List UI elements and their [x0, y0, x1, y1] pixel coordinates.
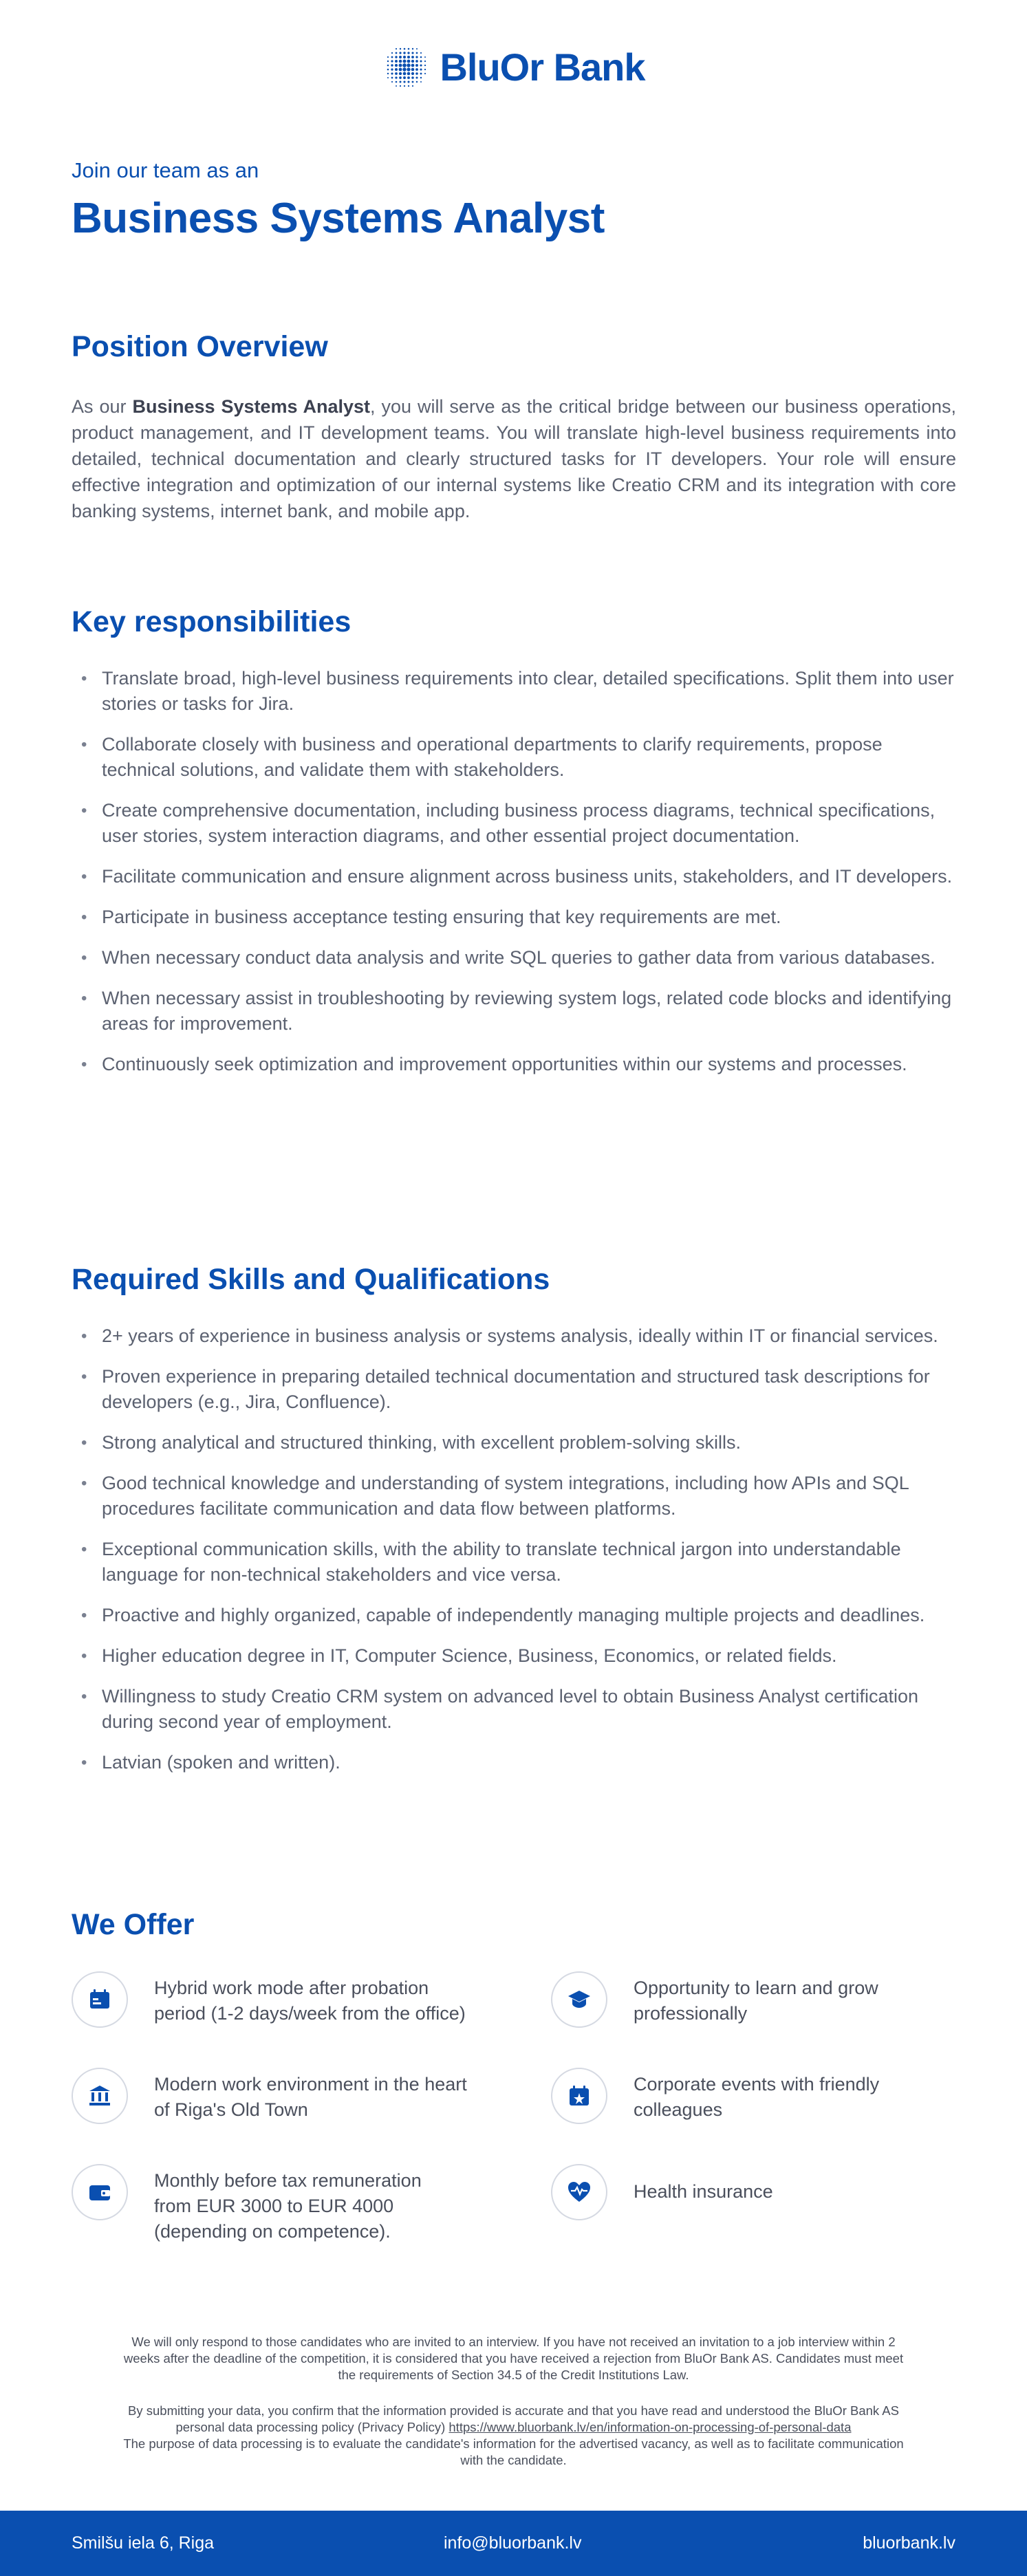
offer-item	[551, 2164, 773, 2220]
list-item: • Proactive and highly organized, capable of independently managing multiple projects and deadlines.	[72, 1603, 959, 1628]
offer-text: Corporate events with friendly colleagues	[634, 2074, 880, 2120]
brand-name: BluOr Bank	[440, 45, 645, 89]
offer-text: Monthly before tax remuneration from EUR 3000 to EUR 4000 (depending on competence).	[154, 2170, 422, 2242]
overview-role: Business Systems Analyst	[132, 396, 371, 417]
offer-text: Hybrid work mode after probation period (1-2 days/week from the office)	[154, 1978, 466, 2024]
offer-heading: We Offer	[72, 1908, 195, 1941]
offer-text: Health insurance	[634, 2181, 773, 2202]
offer-item	[72, 2068, 467, 2124]
list-item: • Strong analytical and structured thinking, with excellent problem-solving skills.	[72, 1430, 959, 1455]
wallet-icon	[72, 2164, 128, 2220]
list-item: • Higher education degree in IT, Computer Science, Business, Economics, or related fields.	[72, 1643, 959, 1669]
dot-globe-icon	[382, 43, 430, 91]
response-note: We will only respond to those candidates who are invited to an interview. If you have not received an invitation to a job interview within 2 weeks after the deadline of the competition, it is considered that you have received a rejection from BluOr Bank AS. Candidates must meet the requirements of Section 34.5 of the Credit Institutions Law.	[123, 2335, 904, 2382]
calendar-card-icon	[72, 1971, 128, 2028]
offer-text: Opportunity to learn and grow professionally	[634, 1978, 878, 2024]
list-item: • Exceptional communication skills, with the ability to translate technical jargon into understandable language for non-technical stakeholders and vice versa.	[72, 1537, 959, 1588]
heart-pulse-icon	[551, 2164, 607, 2220]
privacy-policy-link[interactable]: https://www.bluorbank.lv/en/information-on-processing-of-personal-data	[448, 2420, 852, 2434]
list-item: • Willingness to study Creatio CRM system on advanced level to obtain Business Analyst certification during second year of employment.	[72, 1684, 959, 1735]
overview-text: As our Business Systems Analyst, you will serve as the critical bridge between our business operations, product management, and IT development teams. You will translate high-level business requirements into detailed, technical documentation and clearly structured tasks for IT developers. Your role will ensure effective integration and optimization of our internal systems like Creatio CRM and its integration with core banking systems, internet bank, and mobile app.	[72, 396, 956, 521]
offer-item	[551, 2068, 879, 2124]
footer-email[interactable]: info@bluorbank.lv	[444, 2533, 582, 2553]
footer-website[interactable]: bluorbank.lv	[863, 2533, 955, 2553]
footer-bar	[0, 2511, 1027, 2576]
list-item: • Good technical knowledge and understanding of system integrations, including how APIs and SQL procedures facilitate communication and data flow between platforms.	[72, 1471, 959, 1522]
responsibilities-heading: Key responsibilities	[72, 605, 352, 638]
list-item: • Collaborate closely with business and operational departments to clarify requirements, propose technical solutions, and validate them with stakeholders.	[72, 732, 959, 783]
overview-heading: Position Overview	[72, 330, 328, 363]
offer-text: Modern work environment in the heart of Riga's Old Town	[154, 2074, 467, 2120]
job-title: Business Systems Analyst	[72, 195, 605, 242]
skills-list	[72, 1323, 959, 1790]
list-item: • Proven experience in preparing detailed technical documentation and structured task descriptions for developers (e.g., Jira, Confluence).	[72, 1364, 959, 1415]
list-item: • Latvian (spoken and written).	[72, 1750, 959, 1775]
list-item: • 2+ years of experience in business analysis or systems analysis, ideally within IT or financial services.	[72, 1323, 959, 1349]
list-item: • Create comprehensive documentation, including business process diagrams, technical specifications, user stories, system interaction diagrams, and other essential project documentation.	[72, 798, 959, 849]
offer-item	[551, 1971, 878, 2028]
skills-heading: Required Skills and Qualifications	[72, 1263, 550, 1296]
calendar-star-icon	[551, 2068, 607, 2124]
list-item: • Continuously seek optimization and improvement opportunities within our systems and processes.	[72, 1052, 959, 1077]
bank-building-icon	[72, 2068, 128, 2124]
job-intro: Join our team as an	[72, 158, 259, 182]
list-item: • Facilitate communication and ensure alignment across business units, stakeholders, and IT developers.	[72, 864, 959, 889]
list-item: • When necessary assist in troubleshooting by reviewing system logs, related code blocks and identifying areas for improvement.	[72, 986, 959, 1037]
offer-item	[72, 2164, 422, 2244]
list-item: • Participate in business acceptance testing ensuring that key requirements are met.	[72, 905, 959, 930]
privacy-note: By submitting your data, you confirm that the information provided is accurate and that you have read and understood the BluOr Bank AS personal data processing policy (Privacy Policy) https://www.bluorbank.lv/en/information-on-processing-of-personal-data The purpose of data processing is to evaluate the candidate's information for the advertised vacancy, as well as to facilitate communication with the candidate.	[123, 2403, 904, 2467]
list-item: • Translate broad, high-level business requirements into clear, detailed specifications. Split them into user stories or tasks for Jira.	[72, 666, 959, 717]
brand-logo	[0, 43, 1027, 91]
list-item: • When necessary conduct data analysis and write SQL queries to gather data from various databases.	[72, 945, 959, 971]
offer-item	[72, 1971, 466, 2028]
graduation-cap-icon	[551, 1971, 607, 2028]
footer-address: Smilšu iela 6, Riga	[72, 2533, 215, 2553]
responsibilities-list	[72, 666, 959, 1092]
